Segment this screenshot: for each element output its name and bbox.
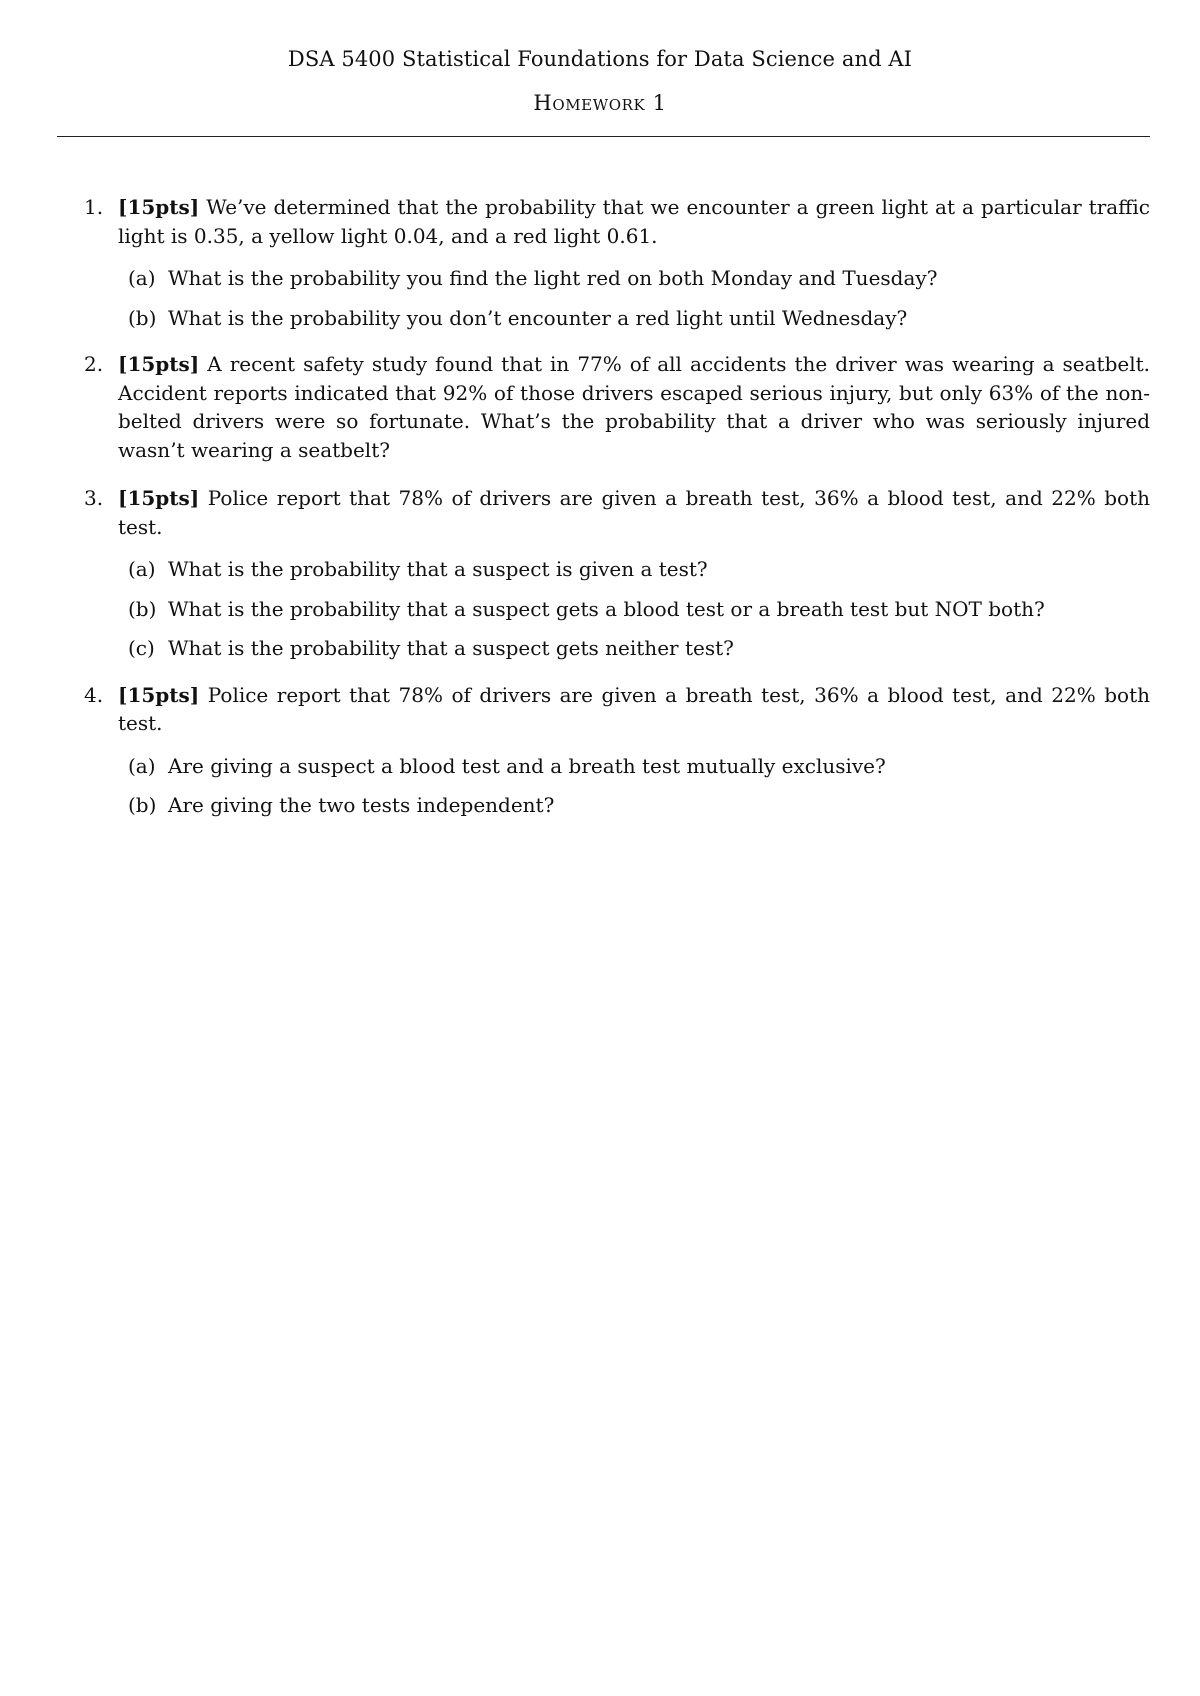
problem-statement xyxy=(118,193,1150,250)
subpart-a xyxy=(118,752,1150,781)
subpart-text: Are giving a suspect a blood test and a breath test mutually exclusive? xyxy=(168,753,886,778)
problem-statement xyxy=(118,484,1150,541)
problem-4 xyxy=(84,681,1150,820)
problem-text: We’ve determined that the probability that we encounter a green light at a particular traffic light is 0.35, a yellow light 0.04, and a red light 0.61. xyxy=(118,195,1150,248)
course-title: DSA 5400 Statistical Foundations for Data Science and AI xyxy=(287,47,913,71)
subpart-label: (c) xyxy=(128,636,155,660)
subpart-list xyxy=(118,264,1150,332)
problem-3 xyxy=(84,484,1150,663)
subpart-b xyxy=(118,304,1150,333)
subpart-b xyxy=(118,791,1150,820)
subpart-text: What is the probability you don’t encounter a red light until Wednesday? xyxy=(168,305,908,330)
header-divider xyxy=(57,136,1150,137)
subpart-text: Are giving the two tests independent? xyxy=(168,793,555,817)
problem-statement xyxy=(118,681,1150,738)
problem-1 xyxy=(84,193,1150,332)
subpart-label: (a) xyxy=(128,266,156,290)
problem-2 xyxy=(84,350,1150,464)
problem-statement xyxy=(118,350,1150,464)
subpart-list xyxy=(118,555,1150,663)
problem-number: 1. xyxy=(84,195,104,219)
problem-text: Police report that 78% of drivers are given a breath test, 36% a blood test, and 22% both test. xyxy=(118,486,1150,539)
subpart-label: (b) xyxy=(128,596,157,621)
subpart-label: (a) xyxy=(128,753,156,778)
problem-number: 3. xyxy=(84,486,104,510)
problem-text: Police report that 78% of drivers are given a breath test, 36% a blood test, and 22% both test. xyxy=(118,682,1150,735)
subpart-c xyxy=(118,634,1150,663)
subpart-text: What is the probability that a suspect gets a blood test or a breath test but NOT both? xyxy=(168,596,1045,621)
points-label: [15pts] xyxy=(118,486,200,510)
problem-list xyxy=(84,193,1150,838)
subpart-label: (b) xyxy=(128,305,157,330)
subpart-a xyxy=(118,264,1150,293)
points-label: [15pts] xyxy=(118,682,200,707)
points-label: [15pts] xyxy=(118,195,200,219)
problem-text: A recent safety study found that in 77% of all accidents the driver was wearing a seatbelt. Accident reports indicated that 92% of those drivers escaped serious injury, but only 63% of the non-belted drivers were so fortunate. What’s the probability that a driver who was seriously injured wasn’t wearing a seatbelt? xyxy=(118,352,1150,462)
subpart-text: What is the probability that a suspect is given a test? xyxy=(168,557,708,581)
points-label: [15pts] xyxy=(118,352,200,376)
subpart-text: What is the probability you find the light red on both Monday and Tuesday? xyxy=(168,266,938,290)
subpart-a xyxy=(118,555,1150,584)
problem-number: 4. xyxy=(84,682,104,707)
subpart-label: (b) xyxy=(128,793,157,817)
subpart-b xyxy=(118,595,1150,624)
problem-number: 2. xyxy=(84,352,104,376)
subpart-text: What is the probability that a suspect gets neither test? xyxy=(168,636,734,660)
subpart-label: (a) xyxy=(128,557,156,581)
subpart-list xyxy=(118,752,1150,820)
homework-title: Homework 1 xyxy=(533,91,667,115)
